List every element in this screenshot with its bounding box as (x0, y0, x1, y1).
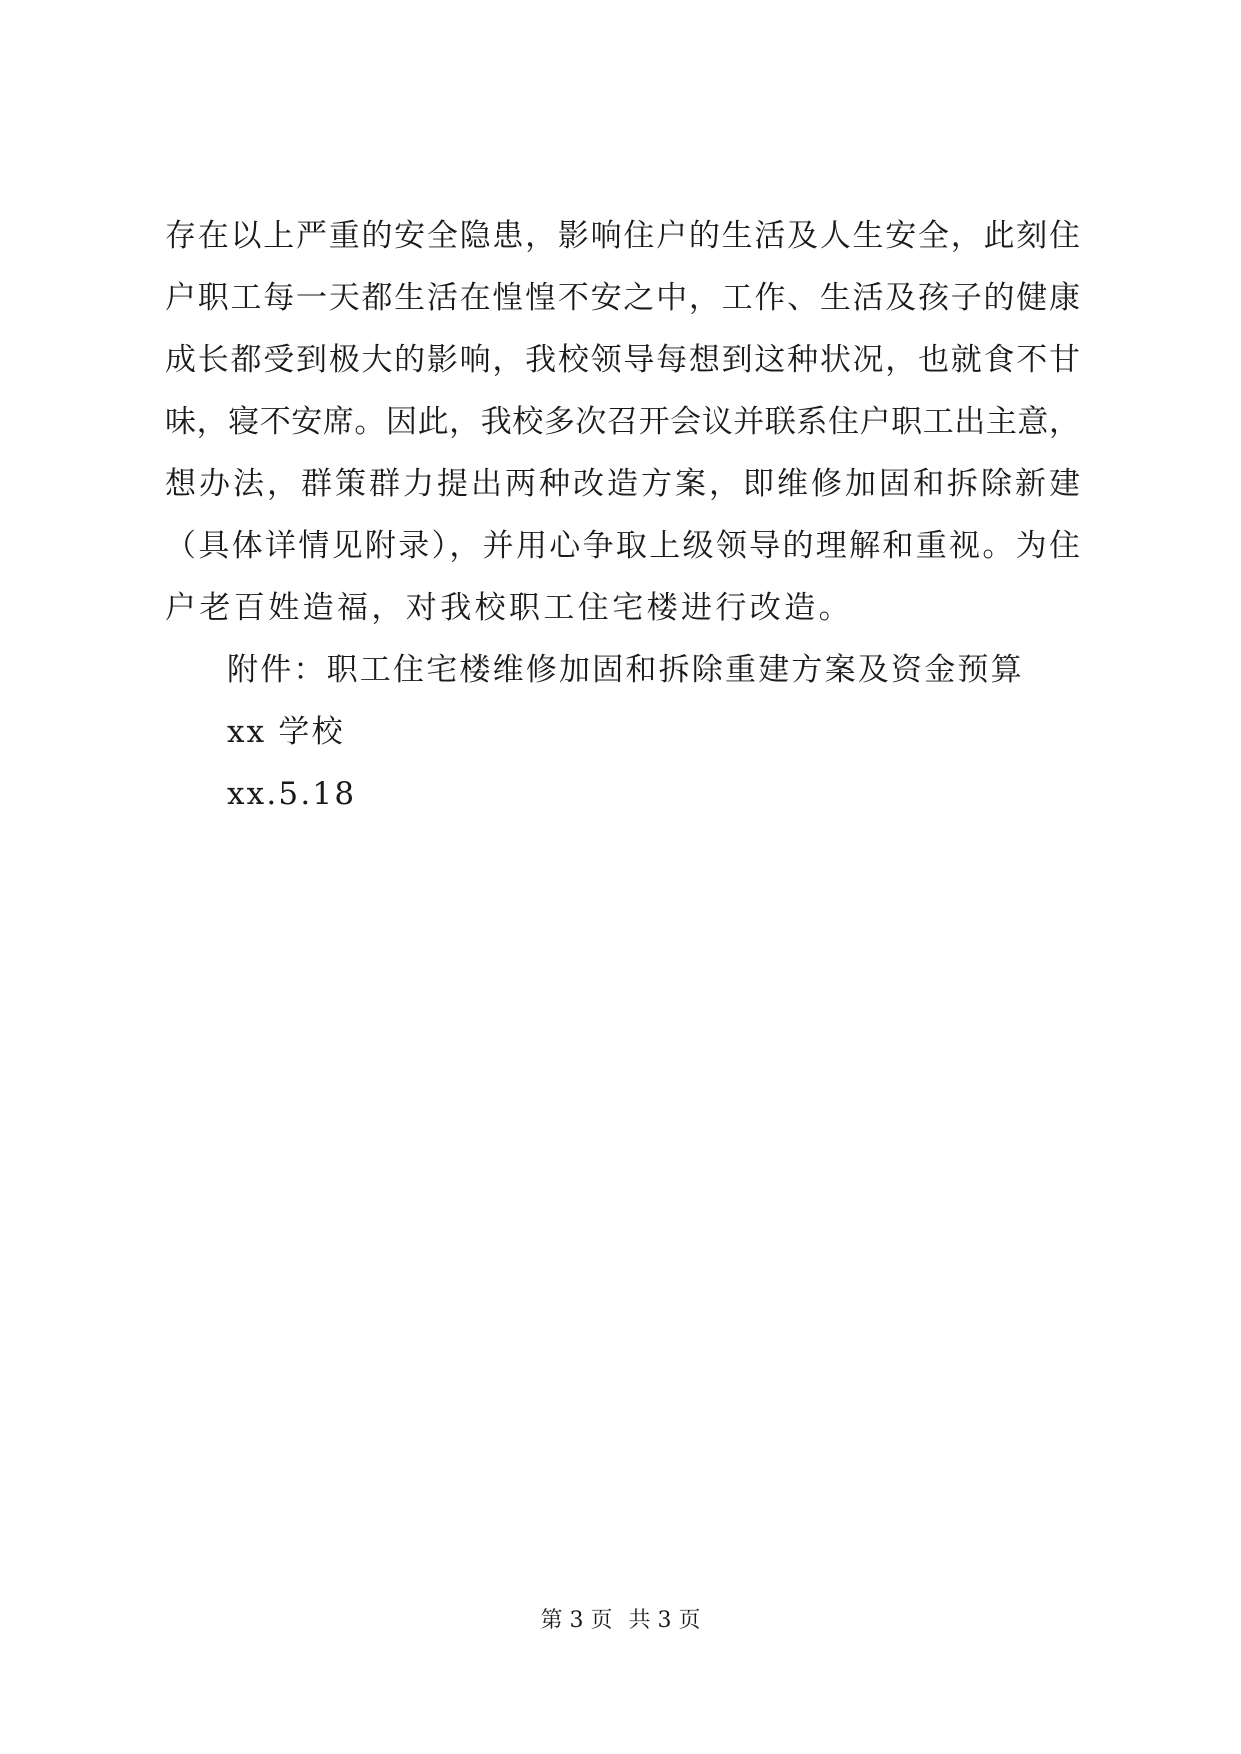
page-number: 第 3 页 (540, 1608, 613, 1633)
attachment-note: 附件：职工住宅楼维修加固和拆除重建方案及资金预算 (227, 652, 1024, 688)
signature-school: xx 学校 (227, 714, 345, 750)
paragraph-line: 户职工每一天都生活在惶惶不安之中，工作、生活及孩子的健康 (165, 280, 1080, 316)
paragraph-line: 味，寝不安席。因此，我校多次召开会议并联系住户职工出主意， (165, 404, 1080, 440)
paragraph-line: 户老百姓造福，对我校职工住宅楼进行改造。 (165, 590, 853, 626)
page-total: 共 3 页 (628, 1608, 701, 1633)
paragraph-line: 存在以上严重的安全隐患，影响住户的生活及人生安全，此刻住 (165, 218, 1080, 254)
page-footer (0, 1606, 1241, 1636)
paragraph-line: （具体详情见附录），并用心争取上级领导的理解和重视。为住 (165, 528, 1080, 564)
document-body (165, 205, 1080, 825)
signature-date: xx.5.18 (227, 776, 357, 812)
paragraph-line: 想办法，群策群力提出两种改造方案，即维修加固和拆除新建 (165, 466, 1080, 502)
paragraph-line: 成长都受到极大的影响，我校领导每想到这种状况，也就食不甘 (165, 342, 1080, 378)
